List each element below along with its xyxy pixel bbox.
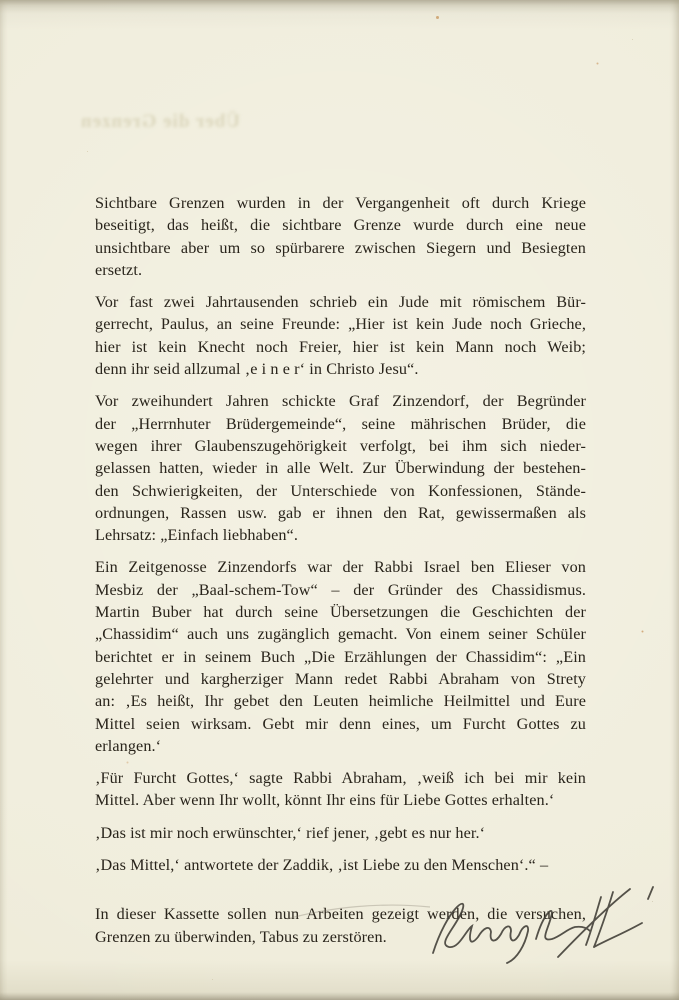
- paragraph: [95, 854, 586, 876]
- text-line: ordnungen, Rassen usw. gab er ihnen den Rat, gewissermaßen als: [95, 503, 586, 522]
- text-line: der „Herrnhuter Brüdergemeinde“, seine mährischen Brüder, die: [95, 414, 586, 433]
- text-line: In dieser Kassette sollen nun Arbeiten gezeigt werden, die versuchen,: [95, 905, 586, 924]
- text-line: erlangen.‘: [95, 736, 162, 755]
- paragraph: [95, 903, 586, 948]
- text-line: Sichtbare Grenzen wurden in der Vergangenheit oft durch Kriege: [95, 194, 586, 212]
- text-line: gelehrter und kargherziger Mann redet Rabbi Abraham von Strety: [95, 669, 586, 688]
- text-line: berichtet er in seinem Buch „Die Erzählungen der Chassidim“: „Ein: [95, 647, 586, 666]
- show-through-title: Über die Grenzen: [80, 111, 240, 132]
- paragraph: [95, 767, 586, 812]
- text-line: hier ist kein Knecht noch Freier, hier ist kein Mann noch Weib;: [95, 337, 586, 356]
- text-line: unsichtbare aber um so spürbarere zwischen Siegern und Besiegten: [95, 238, 586, 257]
- paragraph: [95, 291, 586, 380]
- text-line: an: ‚Es heißt, Ihr gebet den Leuten heimliche Heilmittel und Eure: [95, 692, 586, 711]
- text-line: ‚Für Furcht Gottes,‘ sagte Rabbi Abraham, ‚weiß ich bei mir kein: [95, 769, 586, 788]
- text-line: „Chassidim“ auch uns zugänglich gemacht. Von einem seiner Schüler: [95, 625, 586, 644]
- text-line: Mesbiz der „Baal-schem-Tow“ – der Gründer des Chassidismus.: [95, 580, 586, 599]
- text-line: Vor zweihundert Jahren schickte Graf Zinzendorf, der Begründer: [95, 392, 586, 411]
- text-line: ‚Das Mittel,‘ antwortete der Zaddik, ‚ist Liebe zu den Menschen‘.“ –: [95, 856, 549, 875]
- text-line: wegen ihrer Glaubenszugehörigkeit verfolgt, bei ihm sich nieder-: [95, 436, 586, 455]
- text-line: gelassen hatten, wieder in alle Welt. Zur Überwindung der bestehen-: [95, 459, 586, 478]
- text-line: Martin Buber hat durch seine Übersetzungen die Geschichten der: [95, 603, 586, 622]
- text-line: ersetzt.: [95, 260, 143, 279]
- text-line: ‚Das ist mir noch erwünschter,‘ rief jener, ‚gebt es nur her.‘: [95, 823, 486, 842]
- paragraph: [95, 192, 586, 281]
- paragraph: [95, 556, 586, 757]
- text-line: gerrecht, Paulus, an seine Freunde: „Hier ist kein Jude noch Grieche,: [95, 315, 586, 334]
- text-line: den Schwierigkeiten, der Unterschiede von Konfessionen, Stände-: [95, 481, 586, 500]
- text-block: [95, 192, 586, 958]
- text-line: Vor fast zwei Jahrtausenden schrieb ein Jude mit römischem Bür-: [95, 293, 586, 312]
- text-line: Ein Zeitgenosse Zinzendorfs war der Rabbi Israel ben Elieser von: [95, 558, 586, 577]
- paragraph: [95, 390, 586, 546]
- text-line: Grenzen zu überwinden, Tabus zu zerstören.: [95, 927, 387, 946]
- text-line: Lehrsatz: „Einfach liebhaben“.: [95, 526, 298, 545]
- text-line: beseitigt, das heißt, die sichtbare Grenze wurde durch eine neue: [95, 216, 586, 235]
- text-line: Mittel seien wirksam. Gebt mir denn eines, um Furcht Gottes zu: [95, 714, 586, 733]
- paragraph: [95, 822, 586, 844]
- text-line: denn ihr seid allzumal ‚e i n e r‘ in Christo Jesu“.: [95, 360, 419, 379]
- text-line: Mittel. Aber wenn Ihr wollt, könnt Ihr eins für Liebe Gottes erhalten.‘: [95, 791, 555, 810]
